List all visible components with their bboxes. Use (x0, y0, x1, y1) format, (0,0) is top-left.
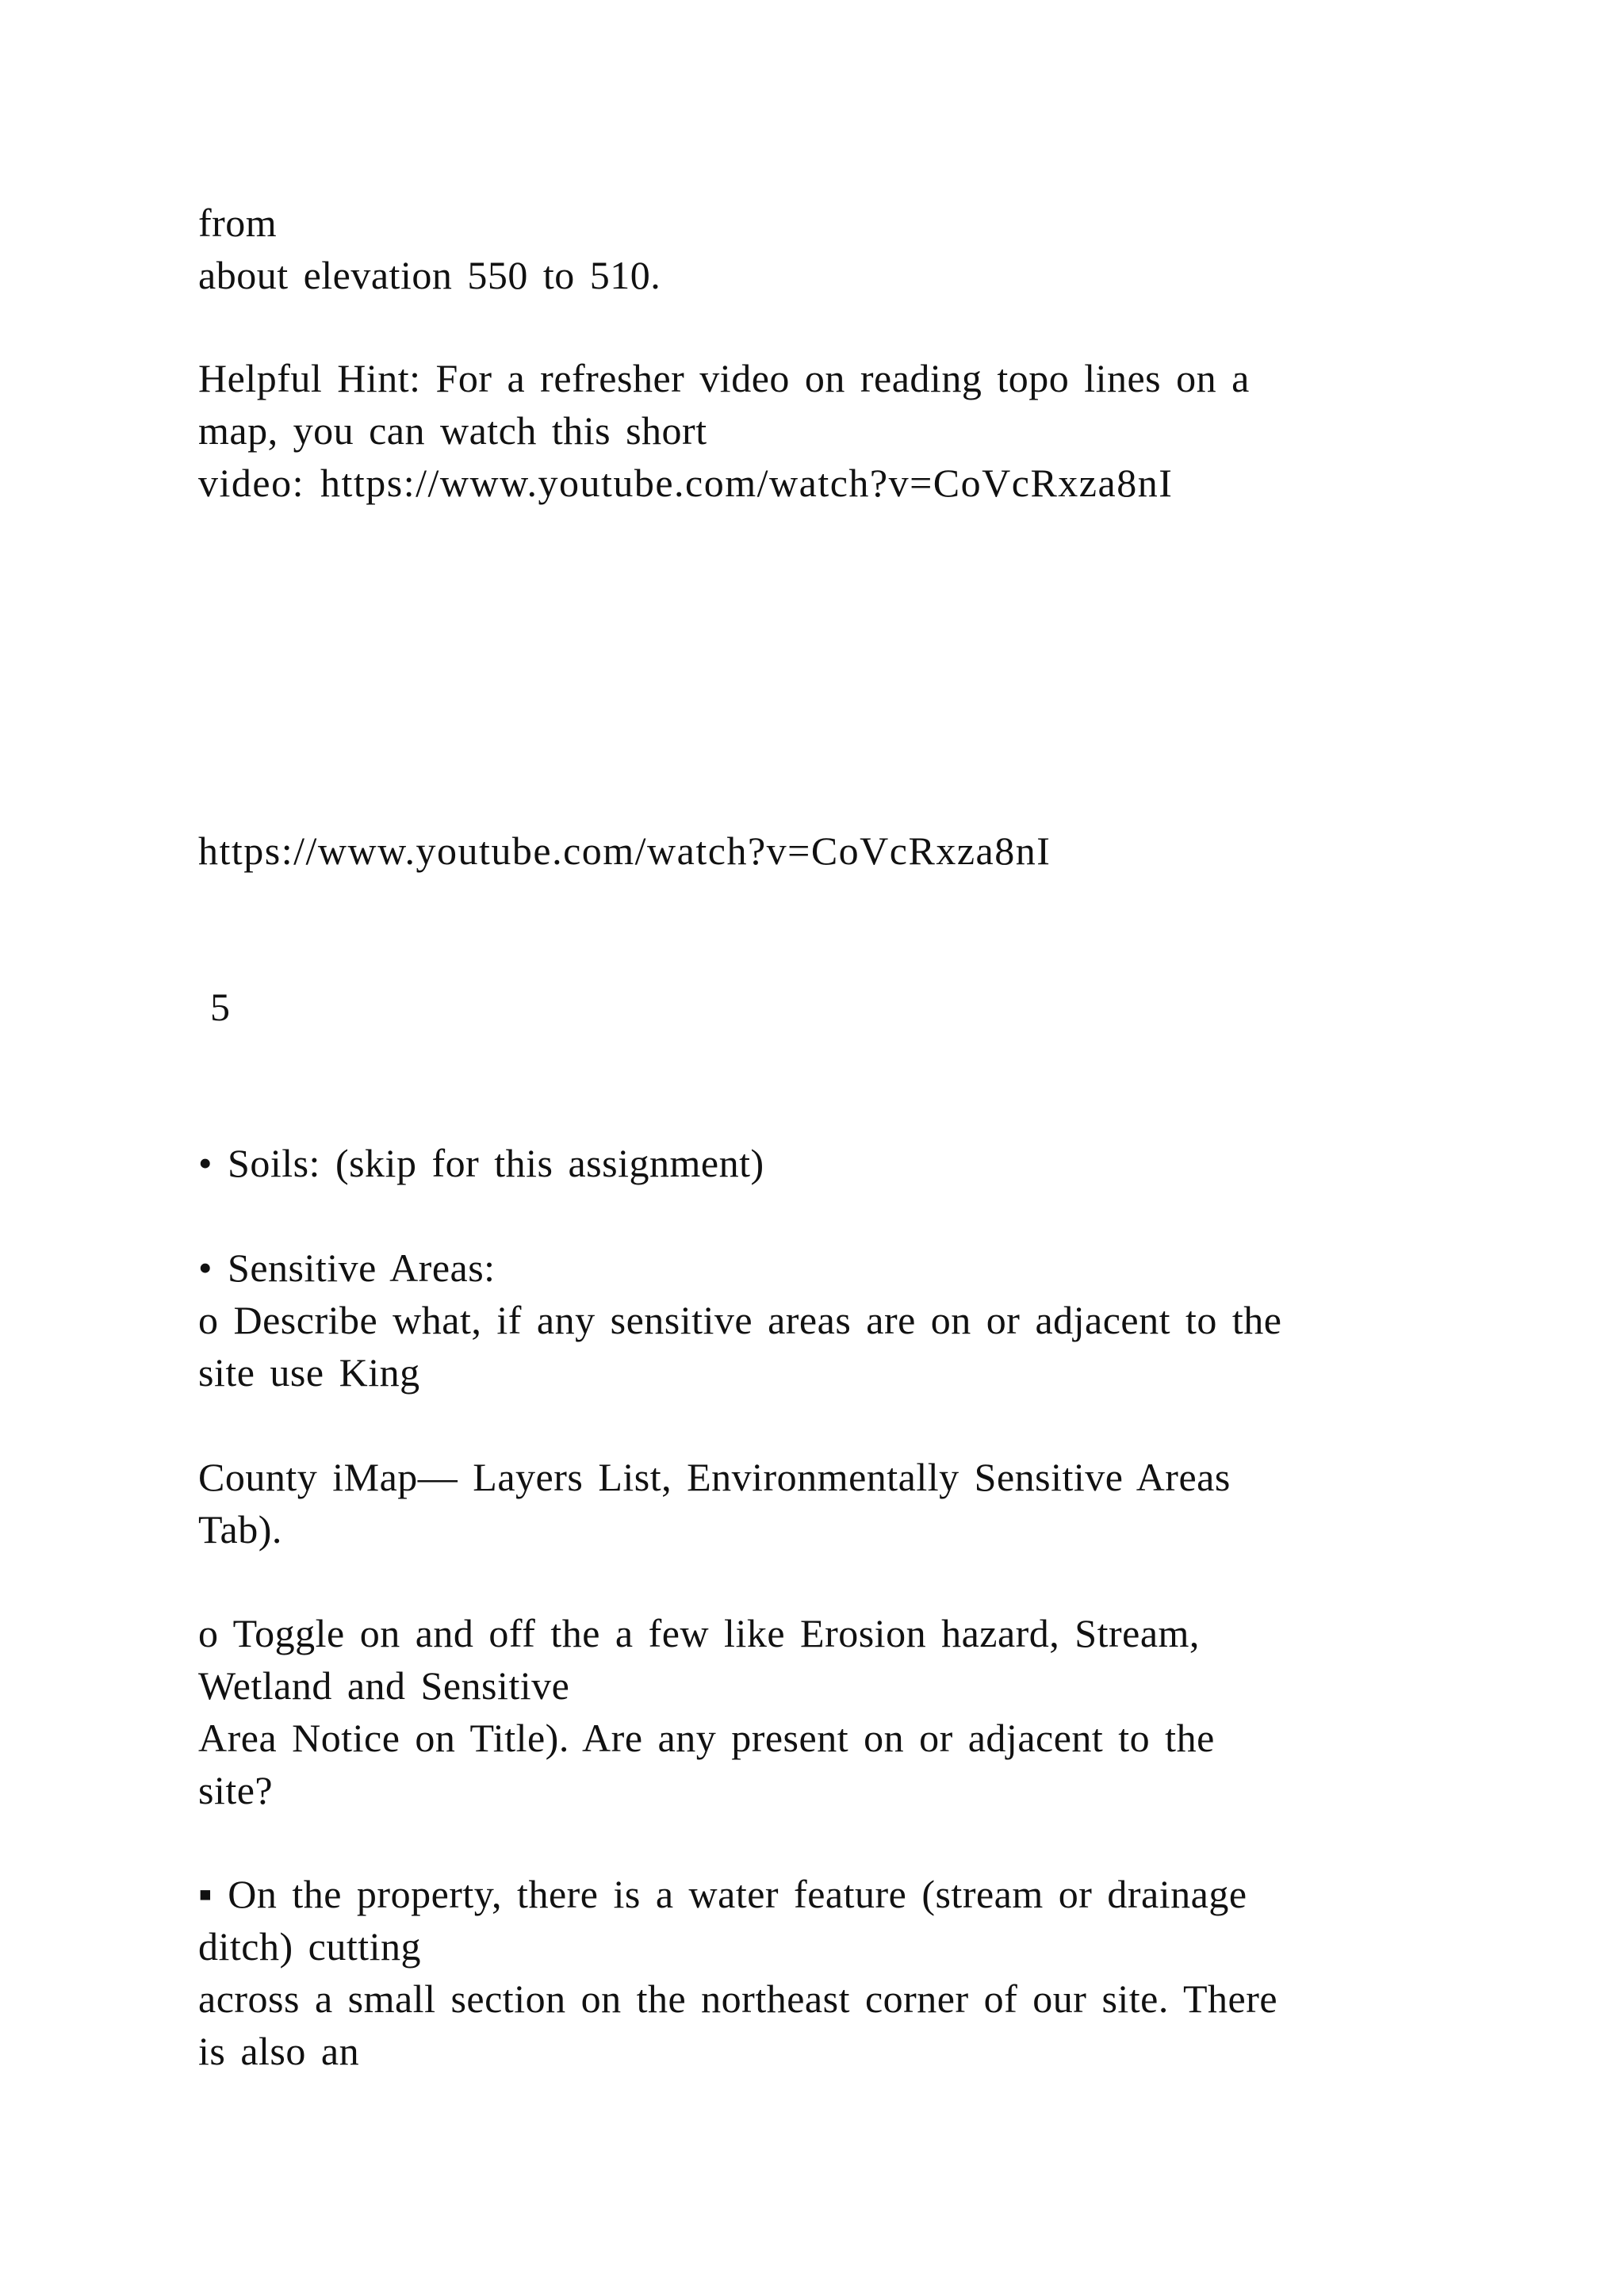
sub-bullet-toggle-line-1: o Toggle on and off the a few like Erosion hazard, Stream, (198, 1611, 1200, 1655)
property-bullet-line-1: ▪ On the property, there is a water feature (stream or drainage (198, 1872, 1247, 1916)
bullet-soils: • Soils: (skip for this assignment) (198, 1141, 764, 1185)
property-bullet-line-2: ditch) cutting (198, 1924, 421, 1969)
imap-layers-line-1: County iMap— Layers List, Environmentally Sensitive Areas (198, 1455, 1231, 1499)
helpful-hint-line-2: map, you can watch this short (198, 408, 707, 453)
text-line-elevation: about elevation 550 to 510. (198, 253, 661, 297)
text-line-from: from (198, 201, 278, 245)
property-bullet-line-4: is also an (198, 2029, 360, 2073)
sub-bullet-toggle-line-3: Area Notice on Title). Are any present on or adjacent to the (198, 1716, 1215, 1760)
video-url-link[interactable]: https://www.youtube.com/watch?v=CoVcRxza8nI (198, 828, 1051, 873)
imap-layers-line-2: Tab). (198, 1507, 282, 1552)
helpful-hint-video-link[interactable]: video: https://www.youtube.com/watch?v=CoVcRxza8nI (198, 461, 1174, 505)
page-number: 5 (210, 985, 231, 1029)
helpful-hint-line-1: Helpful Hint: For a refresher video on reading topo lines on a (198, 356, 1250, 400)
sub-bullet-toggle-line-4: site? (198, 1768, 274, 1812)
property-bullet-line-3: across a small section on the northeast corner of our site. There (198, 1976, 1278, 2021)
sub-bullet-describe-line-2: site use King (198, 1350, 420, 1395)
bullet-sensitive-areas: • Sensitive Areas: (198, 1246, 496, 1290)
sub-bullet-toggle-line-2: Wetland and Sensitive (198, 1663, 570, 1708)
sub-bullet-describe-line-1: o Describe what, if any sensitive areas are on or adjacent to the (198, 1298, 1282, 1342)
